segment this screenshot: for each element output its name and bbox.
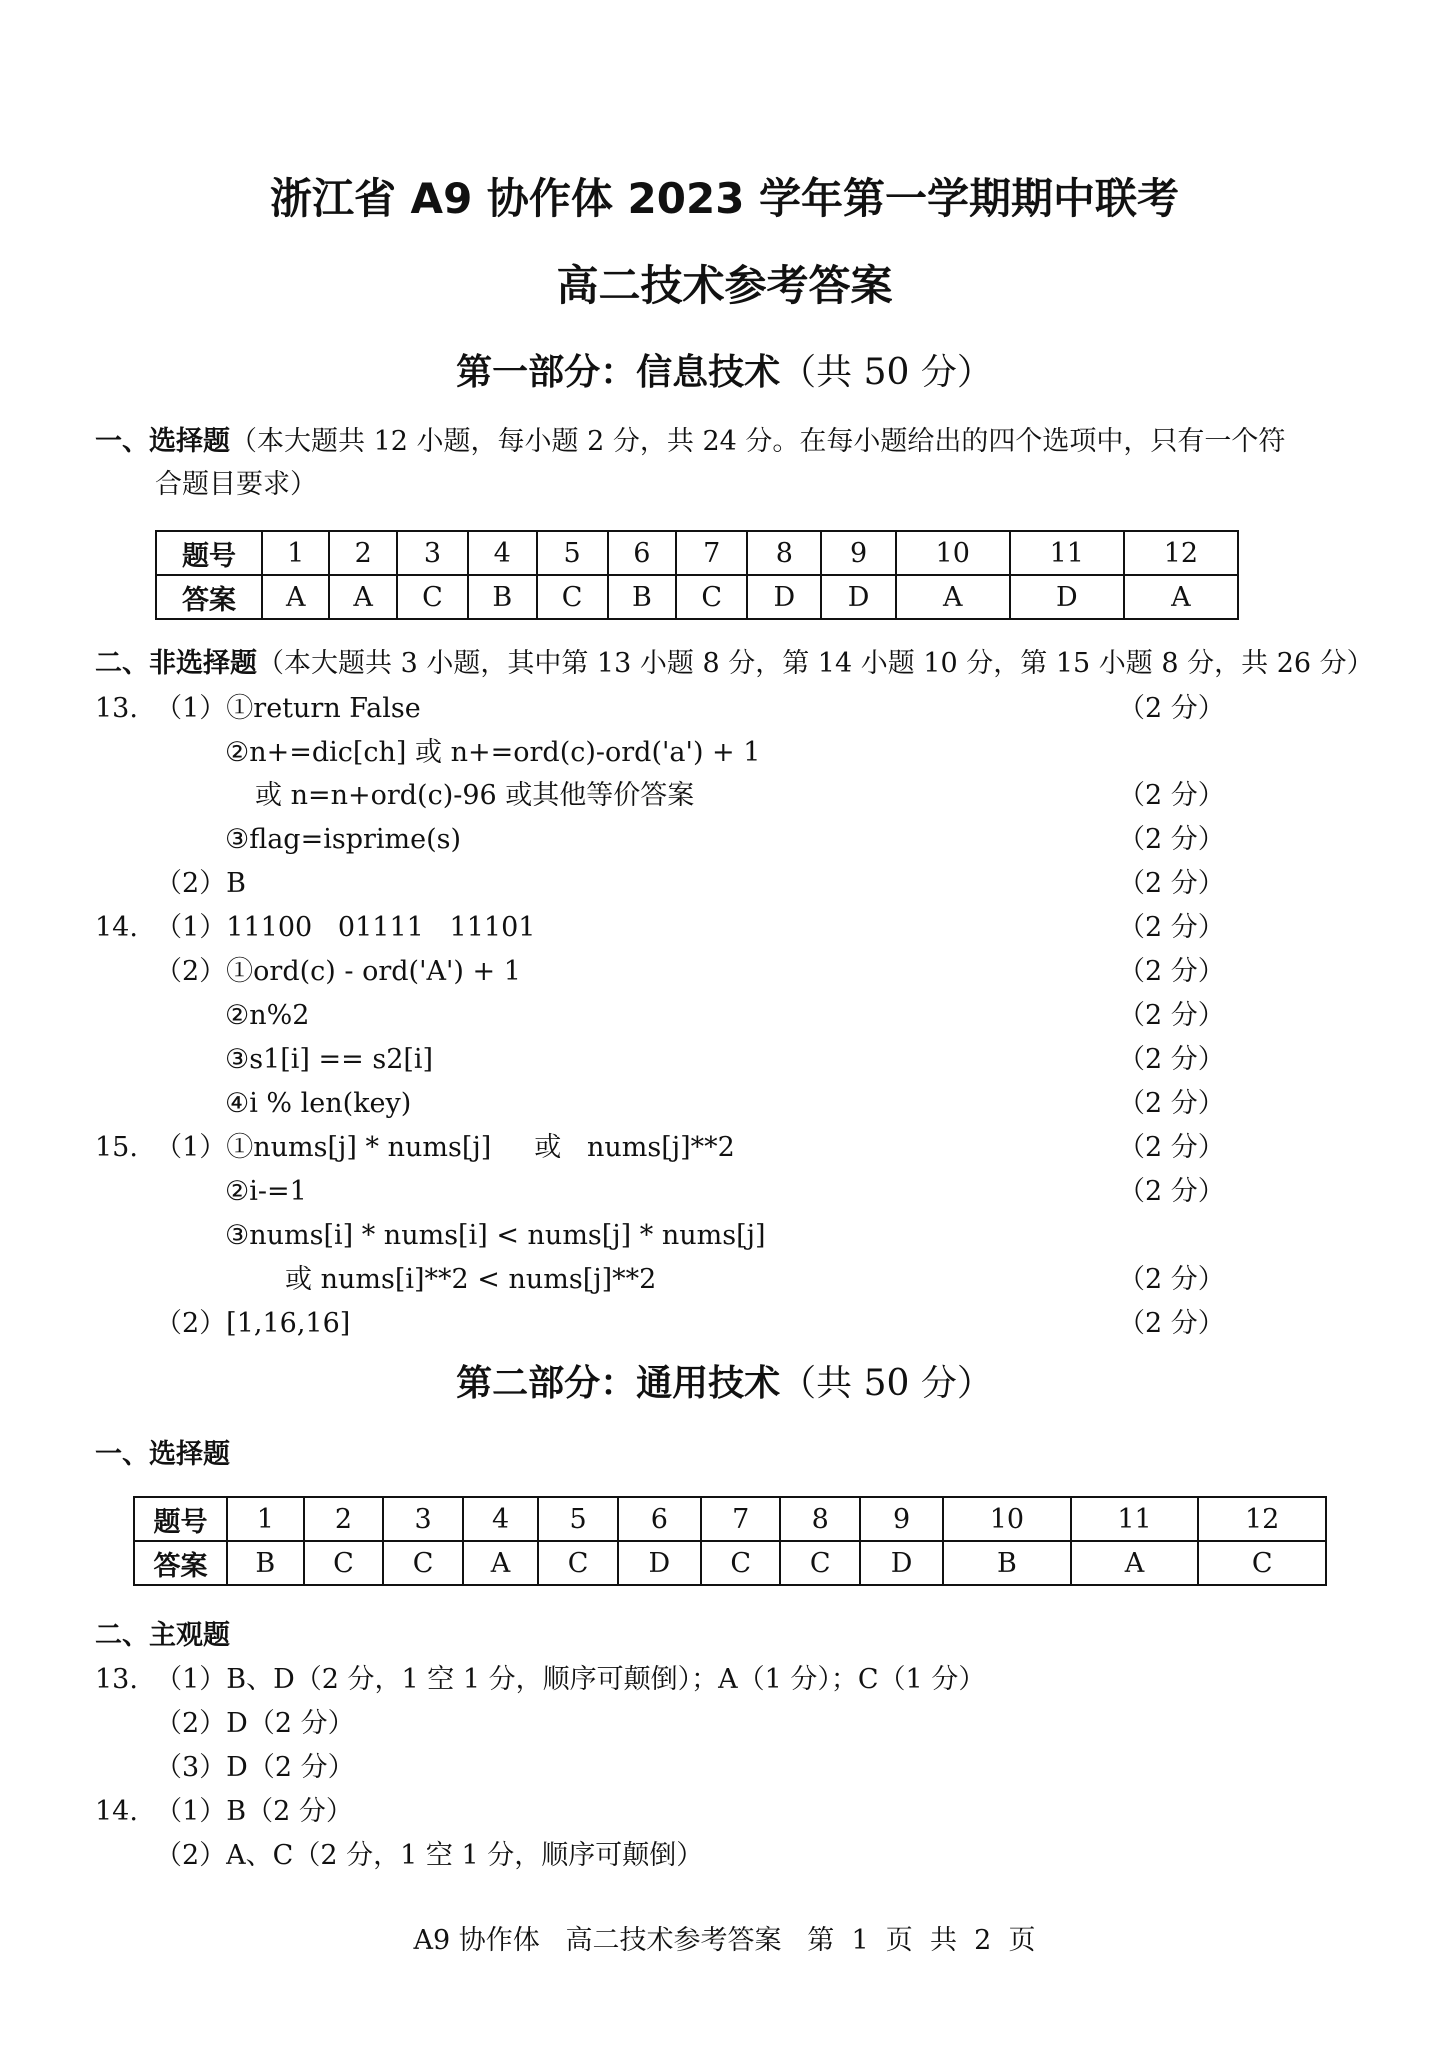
page-footer: A9 协作体 高二技术参考答案 第 1 页 共 2 页 [413, 1925, 1036, 1956]
part1-title-main: 第一部分：信息技术 [456, 352, 781, 393]
answer-line: ②n%2 [225, 1000, 310, 1031]
table-cell: 1 [227, 1497, 304, 1541]
table-row [134, 1497, 1326, 1541]
document-subtitle: 高二技术参考答案 [556, 261, 893, 310]
table-cell: 9 [860, 1497, 943, 1541]
table-cell: 6 [608, 531, 677, 575]
answer-line: ③s1[i] == s2[i] [225, 1044, 434, 1075]
answer-line: （2）①ord(c) - ord('A') + 1 [155, 956, 521, 987]
part1-sec1-note: （本大题共 12 小题，每小题 2 分，共 24 分。在每小题给出的四个选项中，只有一个符 [230, 426, 1286, 457]
table-cell: B [227, 1541, 304, 1585]
table-cell: B [943, 1541, 1071, 1585]
part1-sec2-label: 二、非选择题 [95, 648, 257, 679]
table-cell: 4 [463, 1497, 538, 1541]
table-cell: B [468, 575, 537, 619]
part2-title-score: （共 50 分） [780, 1363, 993, 1404]
score-label: （2 分） [1118, 1000, 1225, 1031]
score-label: （2 分） [1118, 1308, 1225, 1339]
table-cell: 5 [537, 531, 608, 575]
table-cell: 3 [397, 531, 468, 575]
answer-line: ③flag=isprime(s) [225, 824, 462, 855]
table-row [156, 575, 1238, 619]
table-cell: 7 [676, 531, 747, 575]
table-cell: 8 [780, 1497, 860, 1541]
table-cell: C [537, 575, 608, 619]
table-cell: 6 [618, 1497, 701, 1541]
score-label: （2 分） [1118, 1176, 1225, 1207]
answer-line: （2）A、C（2 分，1 空 1 分，顺序可颠倒） [155, 1840, 704, 1871]
part1-title [0, 352, 1449, 393]
table-cell: A [1071, 1541, 1199, 1585]
answer-line: ④i % len(key) [225, 1088, 412, 1119]
table-cell: B [608, 575, 677, 619]
score-label: （2 分） [1118, 824, 1225, 855]
score-label: （2 分） [1118, 912, 1225, 943]
table-cell: 8 [747, 531, 821, 575]
table-row [134, 1541, 1326, 1585]
score-label: （2 分） [1118, 1088, 1225, 1119]
table-cell: 4 [468, 531, 537, 575]
part2-title [0, 1363, 1449, 1404]
table-cell: 3 [383, 1497, 463, 1541]
table-cell: A [329, 575, 396, 619]
part1-answer-table [155, 530, 1239, 620]
score-label: （2 分） [1118, 868, 1225, 899]
answer-line: 14. （1）11100 01111 11101 [95, 912, 536, 943]
table-cell: C [676, 575, 747, 619]
part1-sec1-note-cont: 合题目要求） [155, 469, 317, 500]
table-row [156, 531, 1238, 575]
answer-line: 14. （1）B（2 分） [95, 1796, 353, 1827]
score-label: （2 分） [1118, 780, 1225, 811]
part2-sec2-heading [95, 1622, 230, 1649]
table-cell: 10 [943, 1497, 1071, 1541]
table-cell: C [397, 575, 468, 619]
table-cell: 1 [262, 531, 329, 575]
answer-line: （2）D（2 分） [155, 1708, 355, 1739]
table-cell: 10 [896, 531, 1010, 575]
score-label: （2 分） [1118, 693, 1225, 724]
table-cell: D [860, 1541, 943, 1585]
answer-line: 或 n=n+ord(c)-96 或其他等价答案 [255, 780, 695, 811]
table-cell: 11 [1010, 531, 1124, 575]
table-cell: 12 [1124, 531, 1238, 575]
table-header-cell: 题号 [134, 1497, 227, 1541]
answer-line: 或 nums[i]**2 < nums[j]**2 [285, 1264, 657, 1295]
part1-sec2-heading [95, 650, 1374, 677]
document-title: 浙江省 A9 协作体 2023 学年第一学期期中联考 [269, 174, 1180, 223]
table-cell: C [383, 1541, 463, 1585]
table-cell: 12 [1198, 1497, 1326, 1541]
part2-sec1-label: 一、选择题 [95, 1439, 230, 1470]
score-label: （2 分） [1118, 956, 1225, 987]
answer-line: ③nums[i] * nums[i] < nums[j] * nums[j] [225, 1220, 766, 1251]
table-cell: C [538, 1541, 618, 1585]
table-cell: C [304, 1541, 384, 1585]
table-cell: C [701, 1541, 781, 1585]
table-header-cell: 答案 [134, 1541, 227, 1585]
table-cell: 2 [304, 1497, 384, 1541]
table-cell: C [1198, 1541, 1326, 1585]
answer-line: （2）[1,16,16] [155, 1308, 351, 1339]
table-cell: D [821, 575, 895, 619]
answer-line: 15. （1）①nums[j] * nums[j] 或 nums[j]**2 [95, 1132, 735, 1163]
part1-sec1-heading [95, 428, 1285, 455]
score-label: （2 分） [1118, 1264, 1225, 1295]
part1-title-score: （共 50 分） [780, 352, 993, 393]
part2-answer-table [133, 1496, 1327, 1586]
table-header-cell: 题号 [156, 531, 262, 575]
table-cell: 11 [1071, 1497, 1199, 1541]
table-cell: 5 [538, 1497, 618, 1541]
part1-sec1-label: 一、选择题 [95, 426, 230, 457]
table-cell: D [618, 1541, 701, 1585]
table-cell: A [1124, 575, 1238, 619]
table-cell: A [463, 1541, 538, 1585]
part1-sec2-note: （本大题共 3 小题，其中第 13 小题 8 分，第 14 小题 10 分，第 15 小题 8 分，共 26 分） [257, 648, 1374, 679]
answer-line: ②n+=dic[ch] 或 n+=ord(c)-ord('a') + 1 [225, 737, 761, 768]
answer-line: （2）B [155, 868, 247, 899]
part2-sec2-label: 二、主观题 [95, 1620, 230, 1651]
table-cell: A [262, 575, 329, 619]
table-cell: D [747, 575, 821, 619]
table-cell: 7 [701, 1497, 781, 1541]
answer-line: 13. （1）①return False [95, 693, 421, 724]
score-label: （2 分） [1118, 1132, 1225, 1163]
table-cell: 9 [821, 531, 895, 575]
table-cell: C [780, 1541, 860, 1585]
score-label: （2 分） [1118, 1044, 1225, 1075]
table-header-cell: 答案 [156, 575, 262, 619]
answer-line: （3）D（2 分） [155, 1752, 355, 1783]
answer-line: 13. （1）B、D（2 分，1 空 1 分，顺序可颠倒）；A（1 分）；C（1 分） [95, 1664, 986, 1695]
table-cell: A [896, 575, 1010, 619]
answer-line: ②i-=1 [225, 1176, 307, 1207]
table-cell: 2 [329, 531, 396, 575]
table-cell: D [1010, 575, 1124, 619]
part2-title-main: 第二部分：通用技术 [456, 1363, 781, 1404]
part2-sec1-heading [95, 1441, 230, 1468]
